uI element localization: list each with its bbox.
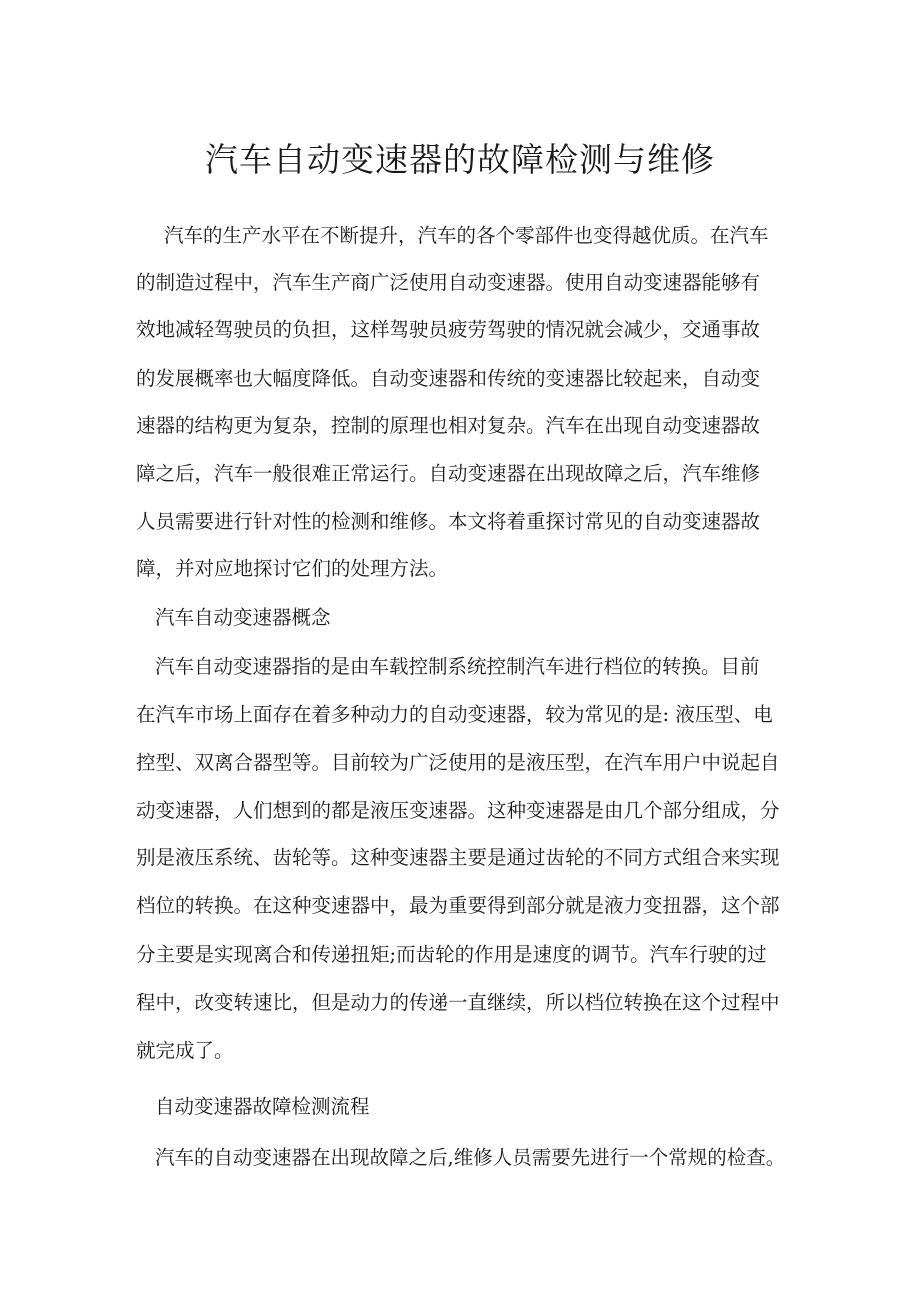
paragraph-line: 汽车的生产水平在不断提升，汽车的各个零部件也变得越优质。在汽车 xyxy=(164,224,769,247)
paragraph-line: 就完成了。 xyxy=(136,1039,234,1062)
paragraph-line: 在汽车市场上面存在着多种动力的自动变速器，较为常见的是: 液压型、电 xyxy=(136,703,773,726)
paragraph-line: 汽车自动变速器指的是由车载控制系统控制汽车进行档位的转换。目前 xyxy=(155,655,760,678)
paragraph-line: 速器的结构更为复杂，控制的原理也相对复杂。汽车在出现自动变速器故 xyxy=(136,414,761,437)
section-heading: 自动变速器故障检测流程 xyxy=(155,1095,370,1118)
paragraph-line: 的制造过程中，汽车生产商广泛使用自动变速器。使用自动变速器能够有 xyxy=(136,271,761,294)
paragraph-line: 人员需要进行针对性的检测和维修。本文将着重探讨常见的自动变速器故 xyxy=(136,510,761,533)
paragraph-line: 程中，改变转速比，但是动力的传递一直继续，所以档位转换在这个过程中 xyxy=(136,991,780,1014)
paragraph-line: 控型、双离合器型等。目前较为广泛使用的是液压型，在汽车用户中说起自 xyxy=(136,751,780,774)
paragraph-line: 的发展概率也大幅度降低。自动变速器和传统的变速器比较起来，自动变 xyxy=(136,367,761,390)
paragraph-line: 障，并对应地探讨它们的处理方法。 xyxy=(136,557,449,580)
paragraph-line: 档位的转换。在这种变速器中，最为重要得到部分就是液力变扭器，这个部 xyxy=(136,894,780,917)
document-title: 汽车自动变速器的故障检测与维修 xyxy=(205,140,715,179)
paragraph-line: 效地减轻驾驶员的负担，这样驾驶员疲劳驾驶的情况就会减少，交通事故 xyxy=(136,318,761,341)
paragraph-line: 动变速器，人们想到的都是液压变速器。这种变速器是由几个部分组成，分 xyxy=(136,799,780,822)
paragraph-line: 分主要是实现离合和传递扭矩;而齿轮的作用是速度的调节。汽车行驶的过 xyxy=(136,943,767,966)
section-heading: 汽车自动变速器概念 xyxy=(155,606,331,629)
paragraph-line: 别是液压系统、齿轮等。这种变速器主要是通过齿轮的不同方式组合来实现 xyxy=(136,846,780,869)
paragraph-line: 汽车的自动变速器在出现故障之后,维修人员需要先进行一个常规的检查。 xyxy=(155,1146,786,1169)
paragraph-line: 障之后，汽车一般很难正常运行。自动变速器在出现故障之后，汽车维修 xyxy=(136,462,761,485)
